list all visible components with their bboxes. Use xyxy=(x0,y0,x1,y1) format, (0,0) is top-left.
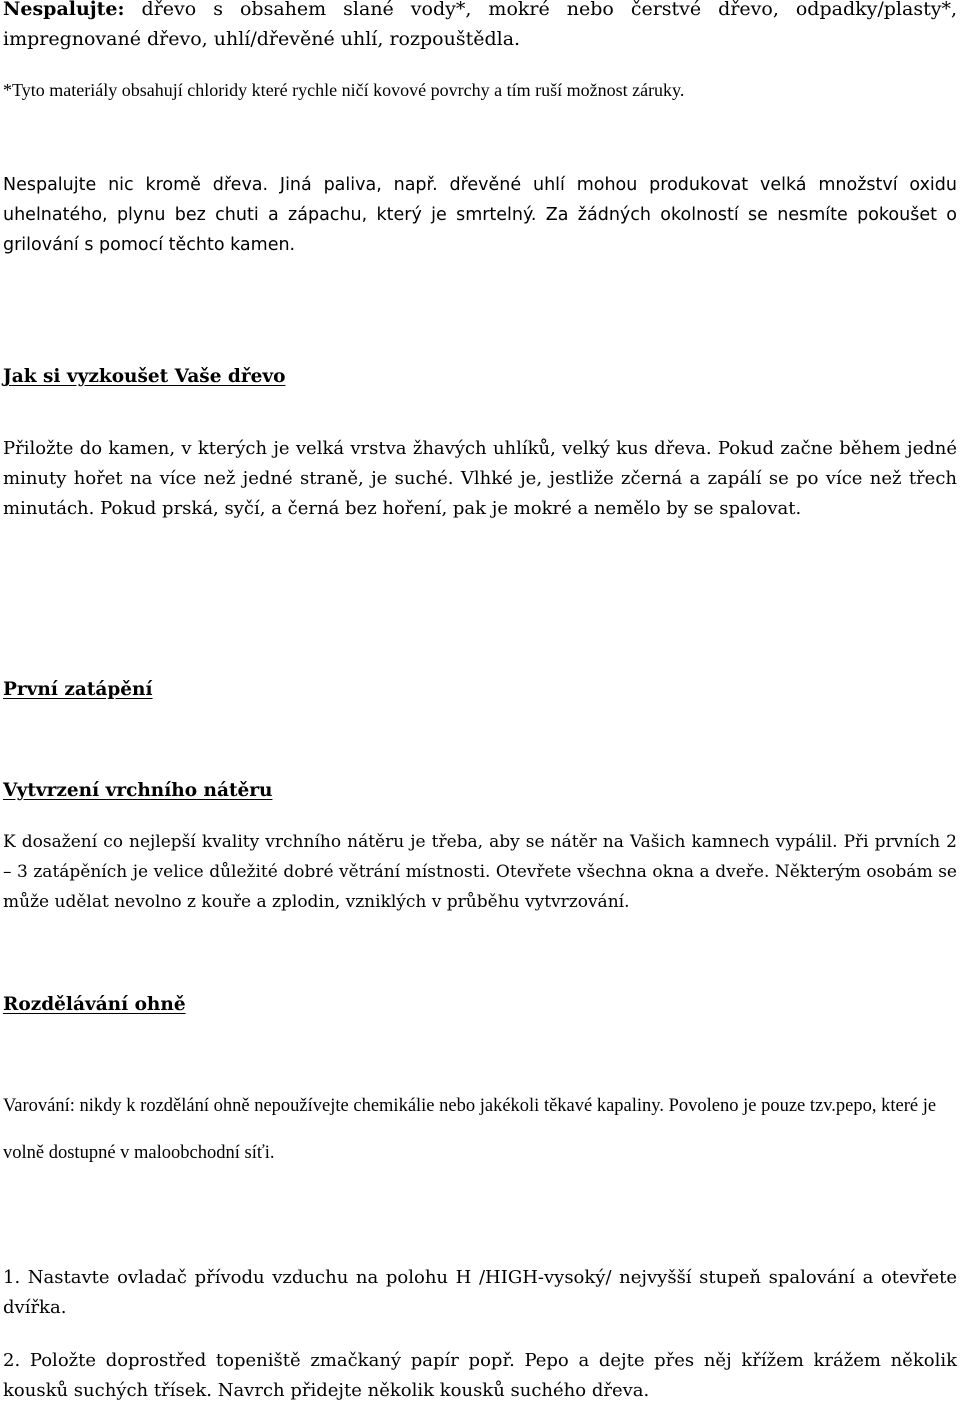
warning-label: Nespalujte: xyxy=(3,0,125,20)
section-title-first-firing: První zatápění xyxy=(3,679,153,700)
section-title-lighting: Rozdělávání ohně xyxy=(3,994,186,1015)
warning-text: dřevo s obsahem slané vody*, mokré nebo čerstvé dřevo, odpadky/plasty*, impregnované dřevo, uhlí/dřevěné uhlí, rozpouštědla. xyxy=(3,0,957,50)
lighting-step-2: 2. Položte doprostřed topeniště zmačkaný papír popř. Pepo a dejte přes něj křížem krážem několik kousků suchých třísek. Navrch přidejte několik kousků suchého dřeva. xyxy=(3,1350,957,1401)
lighting-step-1: 1. Nastavte ovladač přívodu vzduchu na polohu H /HIGH-vysoký/ nejvyšší stupeň spalování a otevřete dvířka. xyxy=(3,1267,957,1318)
footnote: *Tyto materiály obsahují chloridy které rychle ničí kovové povrchy a tím ruší možnost záruky. xyxy=(3,80,685,100)
fuel-warning-paragraph: Nespalujte nic kromě dřeva. Jiná paliva, např. dřevěné uhlí mohou produkovat velká množství oxidu uhelnatého, plynu bez chuti a zápachu, který je smrtelný. Za žádných okolností se nesmíte pokoušet o grilování s pomocí těchto kamen. xyxy=(3,175,957,255)
wood-test-paragraph: Přiložte do kamen, v kterých je velká vrstva žhavých uhlíků, velký kus dřeva. Pokud začne během jedné minuty hořet na více než jedné straně, je suché. Vlhké je, jestliže zčerná a zapálí se po více než třech minutách. Pokud prská, syčí, a černá bez hoření, pak je mokré a nemělo by se spalovat. xyxy=(3,438,957,519)
warning-block xyxy=(3,0,957,54)
lighting-warning: Varování: nikdy k rozdělání ohně nepoužívejte chemikálie nebo jakékoli těkavé kapaliny. Povoleno je pouze tzv.pepo, které je volně dostupné v maloobchodní síťi. xyxy=(3,1096,937,1163)
coating-paragraph: K dosažení co nejlepší kvality vrchního nátěru je třeba, aby se nátěr na Vašich kamnech vypálil. Při prvních 2 – 3 zatápěních je velice důležité dobré větrání místnosti. Otevřete všechna okna a dveře. Některým osobám se může udělat nevolno z kouře a zplodin, vzniklých v průběhu vytvrzování. xyxy=(3,832,957,912)
section-title-coating: Vytvrzení vrchního nátěru xyxy=(3,780,273,801)
section-title-wood-test: Jak si vyzkoušet Vaše dřevo xyxy=(3,366,286,387)
